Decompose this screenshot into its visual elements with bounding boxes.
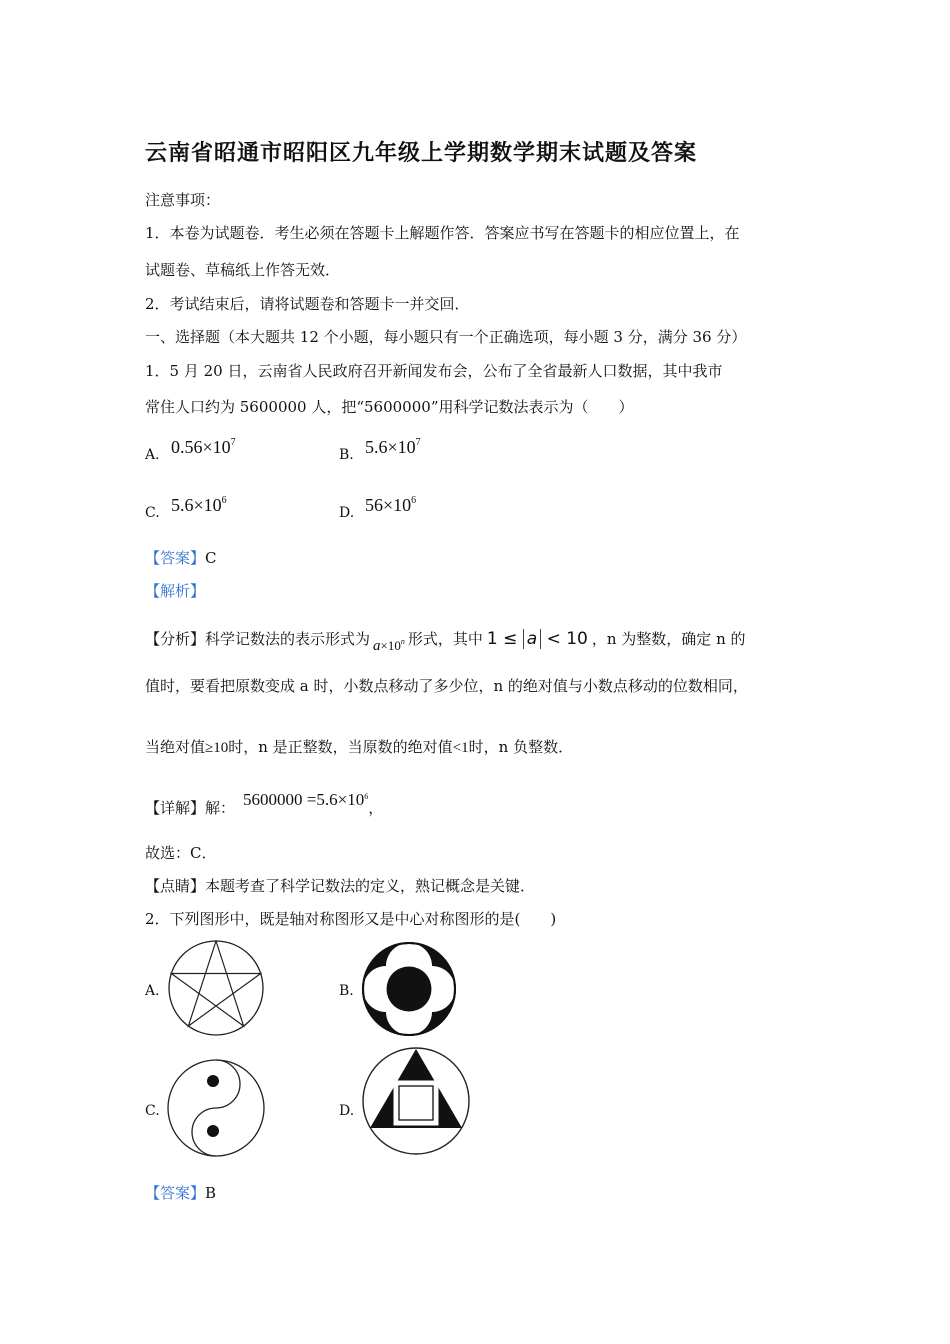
q1-analysis-tag: 【解析】: [145, 582, 206, 600]
yin-yang-icon: [166, 1058, 266, 1158]
q1-answer: [145, 548, 217, 568]
q1-option-b-value: $5.6\times 10^7$: [365, 437, 421, 457]
triangle-square-in-circle-icon: [361, 1046, 471, 1156]
solution-formula: $5600000 =5.6\times 10^6$: [243, 790, 369, 809]
inequality-abs-a: 1 ≤ a < 10: [486, 629, 588, 649]
pentagram-in-circle-icon: [166, 940, 266, 1036]
fenxi-tag: 【分析】: [145, 630, 206, 648]
q1-xiangjie: 【详解】解： $5600000 =5.6\times 10^6$，: [145, 795, 383, 818]
q1-fenxi-line-3: 当绝对值≥10时，n 是正整数，当原数的绝对值<1时，n 负整数．: [145, 738, 574, 756]
q1-option-a-letter: A.: [145, 447, 160, 463]
q2-answer: [145, 1183, 216, 1203]
notice-heading: 注意事项：: [145, 191, 221, 209]
q1-stem-line-1: 1．5 月 20 日，云南省人民政府召开新闻发布会，公布了全省最新人口数据，其中我市: [145, 362, 723, 380]
q1-guxuan: 故选：C．: [145, 844, 217, 862]
page-title: 云南省昭通市昭阳区九年级上学期数学期末试题及答案: [145, 140, 698, 166]
q1-option-b-letter: B.: [339, 447, 354, 463]
q2-option-d-letter: D.: [339, 1103, 355, 1119]
q2-stem: 2．下列图形中，既是轴对称图形又是中心对称图形的是( ): [145, 910, 557, 928]
answer-value: B: [205, 1184, 217, 1202]
q1-option-a-value: $0.56\times 10^7$: [171, 437, 236, 457]
q1-fenxi-line-2: 值时，要看把原数变成 a 时，小数点移动了多少位，n 的绝对值与小数点移动的位数相同，: [145, 677, 748, 695]
answer-value: C: [205, 549, 217, 567]
answer-tag: 【答案】: [145, 549, 206, 567]
notice-item-2: 2．考试结束后，请将试题卷和答题卡一并交回．: [145, 295, 470, 313]
q1-option-c-value: $5.6\times 10^6$: [171, 495, 227, 515]
q1-option-d-letter: D.: [339, 505, 355, 521]
q2-option-b-letter: B.: [339, 983, 354, 999]
answer-tag: 【答案】: [145, 1184, 206, 1202]
notice-item-1-line-1: 1．本卷为试题卷．考生必须在答题卡上解题作答．答案应书写在答题卡的相应位置上，在: [145, 224, 740, 242]
formula-a-times-10-n: $a\times 10^n$: [373, 637, 405, 654]
q1-option-c-letter: C.: [145, 505, 160, 521]
q1-option-d-value: $56\times 10^6$: [365, 495, 417, 515]
q1-dianjing: 【点睛】本题考查了科学记数法的定义，熟记概念是关键．: [145, 877, 536, 895]
section-1-heading: 一、选择题（本大题共 12 个小题，每小题只有一个正确选项，每小题 3 分，满分 36 分）: [145, 328, 747, 346]
q2-option-a-letter: A.: [145, 983, 160, 999]
notice-item-1-line-2: 试题卷、草稿纸上作答无效．: [145, 261, 341, 279]
four-petal-circle-icon: [360, 940, 458, 1038]
q1-fenxi-line-1: 【分析】科学记数法的表示形式为 $a\times 10^n$ 形式，其中 1 ≤ a < 10 ，n 为整数，确定 n 的: [145, 629, 746, 654]
q2-option-c-letter: C.: [145, 1103, 160, 1119]
q1-stem-line-2: 常住人口约为 5600000 人，把“5600000”用科学记数法表示为（ ）: [145, 398, 634, 416]
